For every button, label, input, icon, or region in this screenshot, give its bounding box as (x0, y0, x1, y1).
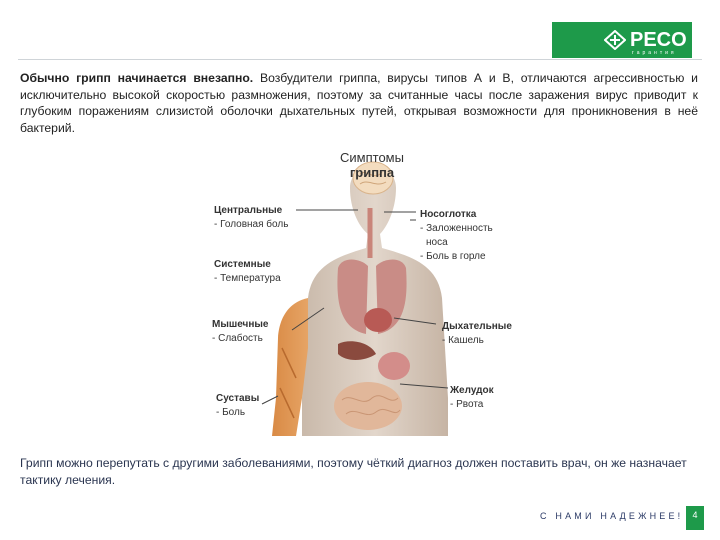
label-nasopharynx-head: Носоглотка (420, 209, 477, 220)
brand-name: PECO (630, 29, 687, 51)
label-muscular-detail: - Слабость (212, 333, 263, 344)
header-divider (18, 59, 702, 60)
label-stomach (450, 384, 494, 412)
intro-body: Возбудители гриппа, вирусы типов А и В, отличаются агрессивностью и исключительно высокой скоростью размножения, поэтому за считанные часы после заражения вирус приводит к глубоким поражениям слизистой оболочки дыхательных путей, открывая возможности для проникновения в неё бактерий. (20, 71, 698, 135)
label-muscular-head: Мышечные (212, 319, 269, 330)
brand-logo (552, 22, 692, 58)
page-number: 4 (686, 506, 704, 530)
label-systemic-detail: - Температура (214, 273, 281, 284)
label-nasopharynx (420, 208, 493, 264)
logo-mark-icon (604, 30, 626, 50)
label-respiratory (442, 320, 512, 348)
label-nasopharynx-detail3: - Боль в горле (420, 251, 486, 262)
label-stomach-detail: - Рвота (450, 399, 484, 410)
label-systemic-head: Системные (214, 259, 271, 270)
bottom-paragraph: Грипп можно перепутать с другими заболеваниями, поэтому чёткий диагноз должен поставить врач, он же назначает тактику лечения. (20, 456, 687, 487)
label-central (214, 204, 288, 232)
intro-paragraph (20, 70, 698, 136)
label-respiratory-head: Дыхательные (442, 321, 512, 332)
label-nasopharynx-detail2: носа (426, 237, 448, 248)
label-respiratory-detail: - Кашель (442, 335, 484, 346)
label-joints (216, 392, 259, 420)
label-muscular (212, 318, 268, 346)
intro-lead: Обычно грипп начинается внезапно. (20, 71, 254, 85)
label-joints-head: Суставы (216, 393, 260, 404)
label-central-head: Центральные (214, 205, 283, 216)
label-central-detail: - Головная боль (214, 219, 289, 230)
flu-symptoms-figure (210, 148, 540, 436)
footer-slogan: С НАМИ НАДЕЖНЕЕ! (540, 511, 684, 521)
label-systemic (214, 258, 281, 286)
label-stomach-head: Желудок (450, 385, 494, 396)
figure-title (322, 150, 422, 180)
label-joints-detail: - Боль (216, 407, 246, 418)
figure-title-main: Симптомы (340, 150, 404, 165)
figure-title-sub: гриппа (349, 165, 395, 180)
brand-tagline: гарантия (632, 50, 677, 56)
label-nasopharynx-detail: - Заложенность (420, 223, 493, 234)
